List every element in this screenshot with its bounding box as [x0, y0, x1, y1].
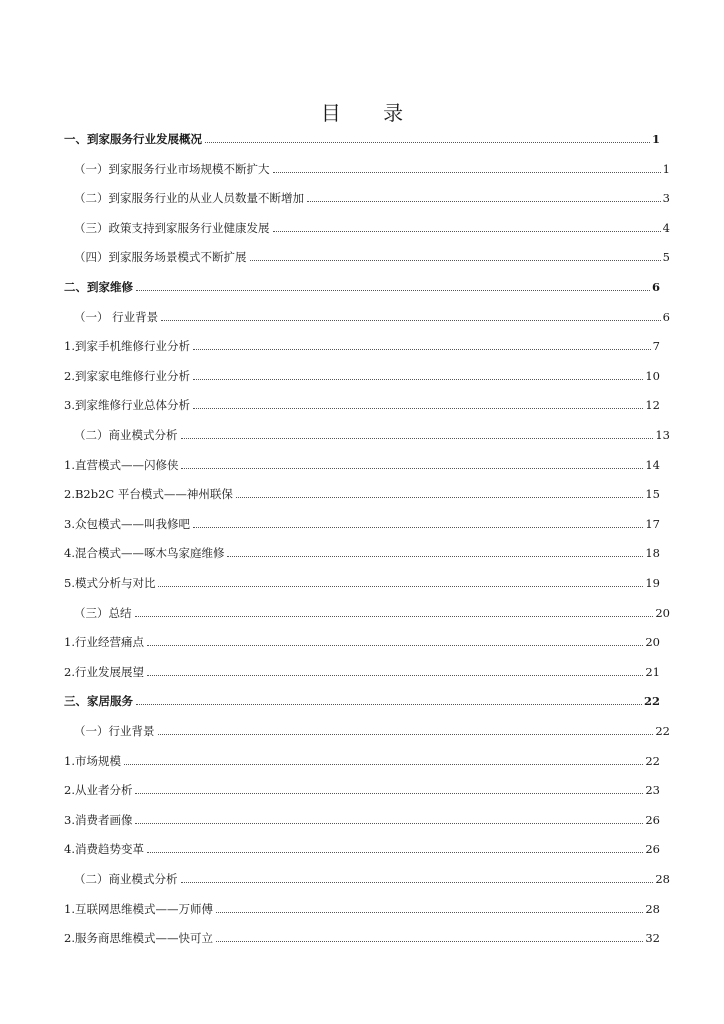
toc-leader-dots	[124, 763, 643, 765]
toc-leader-dots	[205, 141, 650, 143]
toc-leader-dots	[181, 437, 654, 439]
toc-leader-dots	[135, 615, 654, 617]
toc-entry-label: 1.到家手机维修行业分析	[64, 339, 190, 354]
toc-entry-page-number: 20	[645, 635, 660, 650]
toc-entry-label: 3.消费者画像	[64, 812, 133, 827]
toc-entry[interactable]	[64, 600, 670, 620]
toc-leader-dots	[273, 171, 661, 173]
toc-entry[interactable]	[64, 452, 660, 472]
toc-entry[interactable]	[64, 629, 660, 649]
toc-entry-page-number: 3	[662, 191, 670, 206]
toc-entry-label: 1.直营模式——闪修侠	[64, 457, 179, 472]
toc-entry-label: 4.混合模式——啄木鸟家庭维修	[64, 546, 225, 561]
toc-entry[interactable]	[64, 481, 660, 501]
toc-entry-label: 5.模式分析与对比	[64, 576, 156, 590]
toc-entry[interactable]	[64, 126, 660, 146]
toc-entry[interactable]	[64, 659, 660, 679]
toc-entry-page-number: 13	[655, 428, 670, 442]
toc-entry[interactable]	[64, 392, 660, 412]
toc-entry-page-number: 26	[645, 812, 660, 827]
toc-leader-dots	[135, 792, 643, 794]
toc-leader-dots	[250, 259, 661, 261]
toc-entry[interactable]	[64, 304, 670, 324]
toc-leader-dots	[158, 733, 654, 735]
toc-leader-dots	[216, 940, 643, 942]
toc-entry-label: 1.行业经营痛点	[64, 635, 144, 650]
toc-entry[interactable]	[64, 363, 660, 383]
toc-leader-dots	[273, 230, 661, 232]
toc-leader-dots	[216, 911, 643, 913]
toc-leader-dots	[307, 200, 661, 202]
toc-entry[interactable]	[64, 244, 670, 264]
toc-entry-label: （一）到家服务行业市场规模不断扩大	[74, 161, 270, 176]
toc-leader-dots	[193, 526, 643, 528]
toc-entry[interactable]	[64, 748, 660, 768]
toc-entry-page-number: 19	[645, 576, 660, 590]
toc-entry[interactable]	[64, 836, 660, 856]
toc-entry[interactable]	[64, 185, 670, 205]
toc-entry[interactable]	[64, 274, 660, 294]
toc-entry[interactable]	[64, 511, 660, 531]
toc-entry[interactable]	[64, 422, 670, 442]
toc-leader-dots	[227, 555, 643, 557]
toc-leader-dots	[158, 585, 643, 587]
toc-leader-dots	[161, 319, 661, 321]
toc-entry[interactable]	[64, 718, 670, 738]
toc-entry-page-number: 23	[645, 783, 660, 798]
toc-entry-page-number: 1	[662, 161, 670, 176]
toc-entry-page-number: 7	[652, 339, 660, 354]
toc-entry-label: 4.消费趋势变革	[64, 842, 144, 857]
toc-entry[interactable]	[64, 215, 670, 235]
toc-entry-label: （一） 行业背景	[74, 309, 159, 324]
toc-entry[interactable]	[64, 540, 660, 560]
toc-entry-label: （一）行业背景	[74, 724, 155, 738]
toc-entry-label: 二、到家维修	[64, 280, 133, 294]
toc-entry-label: 2.从业者分析	[64, 783, 133, 798]
toc-entry-page-number: 21	[645, 664, 660, 679]
toc-entry-page-number: 20	[655, 605, 670, 620]
toc-leader-dots	[147, 674, 643, 676]
toc-entry[interactable]	[64, 777, 660, 797]
toc-entry-page-number: 32	[645, 931, 660, 946]
toc-entry-page-number: 4	[662, 220, 670, 235]
toc-leader-dots	[236, 496, 643, 498]
toc-entry-label: （三）总结	[74, 605, 132, 620]
toc-entry-page-number: 28	[645, 901, 660, 916]
toc-entry-page-number: 22	[645, 753, 660, 768]
toc-leader-dots	[193, 407, 643, 409]
toc-entry-label: （二）到家服务行业的从业人员数量不断增加	[74, 191, 304, 206]
toc-entry-label: 2.到家家电维修行业分析	[64, 368, 190, 383]
toc-entry-page-number: 6	[651, 280, 660, 294]
toc-leader-dots	[181, 467, 643, 469]
toc-leader-dots	[135, 822, 643, 824]
toc-leader-dots	[147, 851, 643, 853]
toc-entry-label: 一、到家服务行业发展概况	[64, 132, 202, 146]
toc-entry-page-number: 12	[645, 398, 660, 413]
toc-entry-label: 3.众包模式——叫我修吧	[64, 516, 190, 531]
toc-entry-page-number: 15	[645, 487, 660, 502]
toc-entry[interactable]	[64, 156, 670, 176]
toc-entry[interactable]	[64, 866, 670, 886]
toc-entry[interactable]	[64, 688, 660, 708]
toc-entry-label: 2.行业发展展望	[64, 664, 144, 679]
toc-entry-label: 1.市场规模	[64, 753, 121, 768]
toc-entry[interactable]	[64, 807, 660, 827]
toc-entry-label: 2.B2b2C 平台模式——神州联保	[64, 487, 233, 502]
toc-entry[interactable]	[64, 896, 660, 916]
toc-entry-page-number: 18	[645, 546, 660, 561]
toc-leader-dots	[136, 289, 650, 291]
toc-entry-label: 3.到家维修行业总体分析	[64, 398, 190, 413]
toc-entry-page-number: 22	[643, 694, 660, 709]
toc-entry-label: （二）商业模式分析	[74, 428, 178, 442]
toc-entry[interactable]	[64, 570, 660, 590]
toc-entry-page-number: 28	[655, 872, 670, 886]
toc-entry-label: （三）政策支持到家服务行业健康发展	[74, 220, 270, 235]
toc-entry-label: 三、家居服务	[64, 694, 133, 709]
toc-entry-page-number: 1	[651, 132, 660, 146]
toc-leader-dots	[136, 703, 642, 705]
toc-entry-page-number: 5	[662, 250, 670, 265]
toc-entry-page-number: 22	[655, 724, 670, 738]
toc-leader-dots	[181, 881, 654, 883]
page-title: 目 录	[320, 101, 422, 125]
toc-entry-page-number: 17	[645, 516, 660, 531]
toc-entry-page-number: 10	[645, 368, 660, 383]
toc-entry[interactable]	[64, 925, 660, 945]
toc-leader-dots	[193, 348, 651, 350]
toc-entry-page-number: 26	[645, 842, 660, 857]
toc-entry-label: （四）到家服务场景模式不断扩展	[74, 250, 247, 265]
toc-entry-page-number: 14	[645, 457, 660, 472]
toc-leader-dots	[147, 644, 643, 646]
toc-entry-label: 1.互联网思维模式——万师傅	[64, 901, 213, 916]
toc-entry-label: 2.服务商思维模式——快可立	[64, 931, 213, 946]
toc-entry-page-number: 6	[662, 309, 670, 324]
toc-entry[interactable]	[64, 333, 660, 353]
toc-leader-dots	[193, 378, 643, 380]
toc-entry-label: （二）商业模式分析	[74, 872, 178, 886]
